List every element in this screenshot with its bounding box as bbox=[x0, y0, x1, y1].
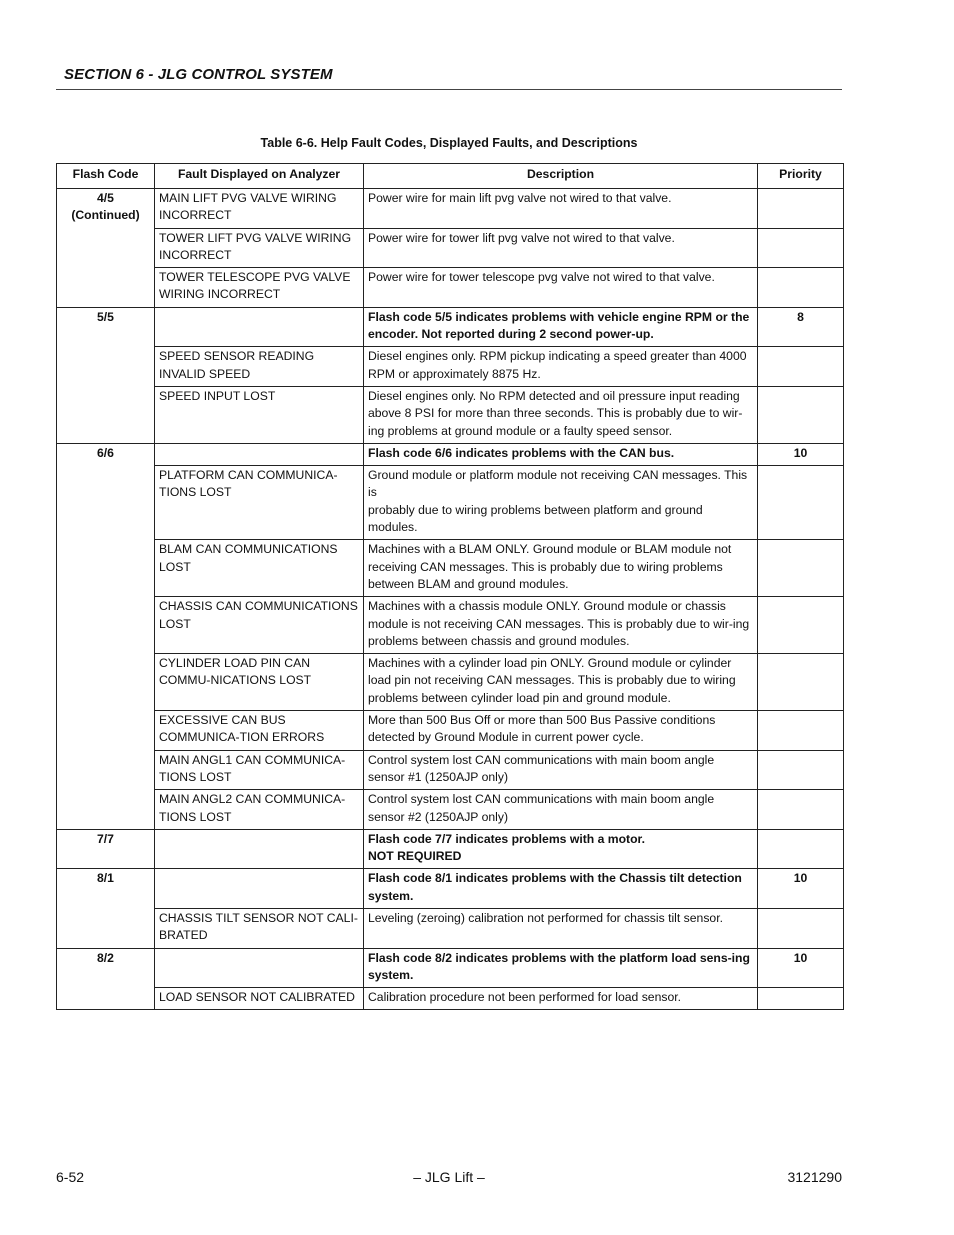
column-header-priority: Priority bbox=[758, 164, 844, 189]
table-row bbox=[57, 466, 844, 540]
fault-displayed-cell: PLATFORM CAN COMMUNICA-TIONS LOST bbox=[155, 466, 364, 540]
fault-displayed-cell bbox=[155, 443, 364, 465]
fault-displayed-cell: TOWER TELESCOPE PVG VALVE WIRING INCORRECT bbox=[155, 268, 364, 308]
flash-code-cell: 5/5 bbox=[57, 307, 155, 443]
column-header-fault-displayed: Fault Displayed on Analyzer bbox=[155, 164, 364, 189]
description-cell: Control system lost CAN communications with main boom angle sensor #1 (1250AJP only) bbox=[364, 750, 758, 790]
flash-code-cell: 8/2 bbox=[57, 948, 155, 1010]
description-cell: Control system lost CAN communications with main boom angle sensor #2 (1250AJP only) bbox=[364, 790, 758, 830]
description-cell: Machines with a chassis module ONLY. Ground module or chassis module is not receiving CAN messages. This is probably due to wir-ing problems between chassis and ground modules. bbox=[364, 597, 758, 654]
fault-displayed-cell bbox=[155, 307, 364, 347]
fault-codes-table bbox=[56, 163, 844, 1010]
table-row bbox=[57, 228, 844, 268]
description-cell: Power wire for tower telescope pvg valve not wired to that valve. bbox=[364, 268, 758, 308]
description-cell: Ground module or platform module not receiving CAN messages. This is probably due to wiring problems between platform and ground modules. bbox=[364, 466, 758, 540]
description-cell: Diesel engines only. No RPM detected and oil pressure input reading above 8 PSI for more than three seconds. This is probably due to wir-ing problems at ground module or a faulty speed sensor. bbox=[364, 386, 758, 443]
fault-displayed-cell: CHASSIS CAN COMMUNICATIONS LOST bbox=[155, 597, 364, 654]
column-header-flash-code: Flash Code bbox=[57, 164, 155, 189]
fault-displayed-cell: EXCESSIVE CAN BUS COMMUNICA-TION ERRORS bbox=[155, 711, 364, 751]
priority-cell bbox=[758, 654, 844, 711]
table-header-row bbox=[57, 164, 844, 189]
description-cell: Machines with a cylinder load pin ONLY. Ground module or cylinder load pin not receiving CAN messages. This is probably due to wiring problems between cylinder load pin and ground module. bbox=[364, 654, 758, 711]
header-divider bbox=[56, 89, 842, 90]
table-row bbox=[57, 386, 844, 443]
table-row bbox=[57, 189, 844, 229]
table-row bbox=[57, 540, 844, 597]
flash-code-cell: 7/7 bbox=[57, 829, 155, 869]
fault-displayed-cell: MAIN LIFT PVG VALVE WIRING INCORRECT bbox=[155, 189, 364, 229]
description-cell: Flash code 6/6 indicates problems with the CAN bus. bbox=[364, 443, 758, 465]
fault-displayed-cell: SPEED SENSOR READING INVALID SPEED bbox=[155, 347, 364, 387]
priority-cell bbox=[758, 540, 844, 597]
priority-cell bbox=[758, 988, 844, 1010]
fault-displayed-cell: TOWER LIFT PVG VALVE WIRING INCORRECT bbox=[155, 228, 364, 268]
fault-displayed-cell bbox=[155, 948, 364, 988]
table-title: Table 6-6. Help Fault Codes, Displayed Faults, and Descriptions bbox=[260, 136, 638, 150]
description-cell: Power wire for tower lift pvg valve not wired to that valve. bbox=[364, 228, 758, 268]
priority-cell bbox=[758, 597, 844, 654]
priority-cell bbox=[758, 750, 844, 790]
flash-code-cell: 6/6 bbox=[57, 443, 155, 829]
description-cell: Machines with a BLAM ONLY. Ground module or BLAM module not receiving CAN messages. This is probably due to wiring problems between BLAM and ground modules. bbox=[364, 540, 758, 597]
section-title: SECTION 6 - JLG CONTROL SYSTEM bbox=[64, 66, 333, 83]
fault-displayed-cell: MAIN ANGL2 CAN COMMUNICA-TIONS LOST bbox=[155, 790, 364, 830]
priority-cell: 10 bbox=[758, 869, 844, 909]
description-cell: Flash code 8/1 indicates problems with the Chassis tilt detection system. bbox=[364, 869, 758, 909]
priority-cell: 10 bbox=[758, 443, 844, 465]
fault-displayed-cell: MAIN ANGL1 CAN COMMUNICA-TIONS LOST bbox=[155, 750, 364, 790]
description-cell: More than 500 Bus Off or more than 500 Bus Passive conditions detected by Ground Module in current power cycle. bbox=[364, 711, 758, 751]
flash-code-cell: 4/5 (Continued) bbox=[57, 189, 155, 308]
page-number: 6-52 bbox=[56, 1169, 85, 1185]
priority-cell bbox=[758, 829, 844, 869]
description-cell: Leveling (zeroing) calibration not performed for chassis tilt sensor. bbox=[364, 908, 758, 948]
description-cell: Diesel engines only. RPM pickup indicating a speed greater than 4000 RPM or approximately 8875 Hz. bbox=[364, 347, 758, 387]
table-row bbox=[57, 347, 844, 387]
fault-displayed-cell: LOAD SENSOR NOT CALIBRATED bbox=[155, 988, 364, 1010]
description-cell: Calibration procedure not been performed for load sensor. bbox=[364, 988, 758, 1010]
flash-code-cell: 8/1 bbox=[57, 869, 155, 948]
description-cell: Flash code 8/2 indicates problems with the platform load sens-ing system. bbox=[364, 948, 758, 988]
priority-cell bbox=[758, 228, 844, 268]
table-row bbox=[57, 597, 844, 654]
priority-cell bbox=[758, 790, 844, 830]
description-cell: Power wire for main lift pvg valve not wired to that valve. bbox=[364, 189, 758, 229]
table-row bbox=[57, 869, 844, 909]
priority-cell bbox=[758, 711, 844, 751]
priority-cell bbox=[758, 466, 844, 540]
priority-cell bbox=[758, 268, 844, 308]
fault-displayed-cell: CYLINDER LOAD PIN CAN COMMU-NICATIONS LOST bbox=[155, 654, 364, 711]
fault-displayed-cell bbox=[155, 829, 364, 869]
table-row bbox=[57, 790, 844, 830]
table-row bbox=[57, 654, 844, 711]
document-number: 3121290 bbox=[787, 1169, 842, 1185]
priority-cell bbox=[758, 189, 844, 229]
footer-brand: – JLG Lift – bbox=[413, 1169, 485, 1185]
table-row bbox=[57, 750, 844, 790]
fault-displayed-cell: CHASSIS TILT SENSOR NOT CALI-BRATED bbox=[155, 908, 364, 948]
table-row bbox=[57, 268, 844, 308]
table-row bbox=[57, 988, 844, 1010]
fault-displayed-cell bbox=[155, 869, 364, 909]
description-cell: Flash code 5/5 indicates problems with vehicle engine RPM or the encoder. Not reported during 2 second power-up. bbox=[364, 307, 758, 347]
table-row bbox=[57, 711, 844, 751]
priority-cell: 8 bbox=[758, 307, 844, 347]
description-cell: Flash code 7/7 indicates problems with a motor. NOT REQUIRED bbox=[364, 829, 758, 869]
column-header-description: Description bbox=[364, 164, 758, 189]
table-body bbox=[57, 189, 844, 1010]
table-row bbox=[57, 908, 844, 948]
fault-displayed-cell: SPEED INPUT LOST bbox=[155, 386, 364, 443]
table-row bbox=[57, 948, 844, 988]
priority-cell bbox=[758, 908, 844, 948]
fault-displayed-cell: BLAM CAN COMMUNICATIONS LOST bbox=[155, 540, 364, 597]
table-row bbox=[57, 443, 844, 465]
priority-cell: 10 bbox=[758, 948, 844, 988]
priority-cell bbox=[758, 386, 844, 443]
table-row bbox=[57, 829, 844, 869]
table-row bbox=[57, 307, 844, 347]
priority-cell bbox=[758, 347, 844, 387]
